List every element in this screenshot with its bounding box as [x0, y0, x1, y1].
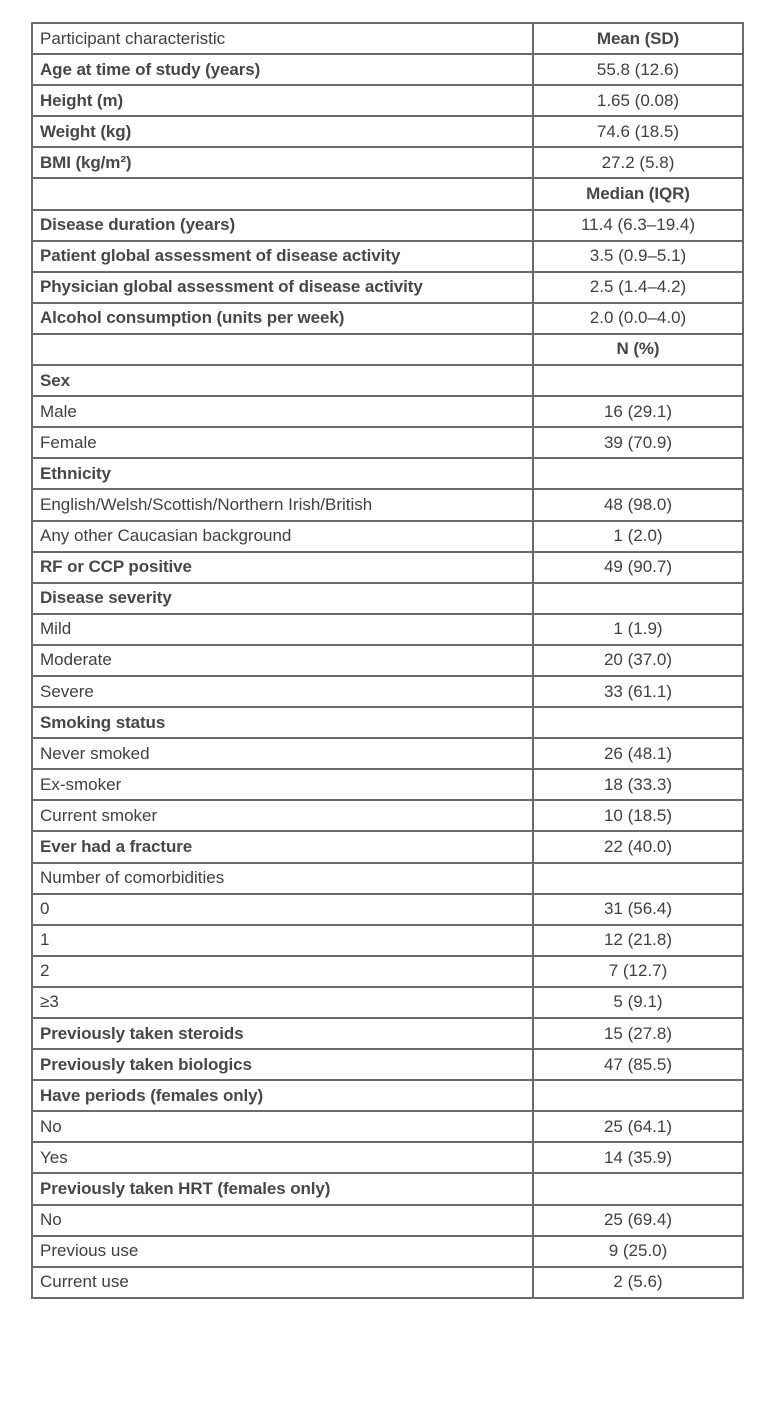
row-value: 2 (5.6) [533, 1267, 743, 1298]
row-label: Previously taken HRT (females only) [32, 1173, 533, 1204]
row-value [533, 365, 743, 396]
table-row [32, 552, 743, 583]
row-value [533, 707, 743, 738]
table-row [32, 241, 743, 272]
row-label: ≥3 [32, 987, 533, 1018]
table-row [32, 831, 743, 862]
table-header-row [32, 23, 743, 54]
row-value: 39 (70.9) [533, 427, 743, 458]
table-row [32, 676, 743, 707]
table-row [32, 583, 743, 614]
header-mean-sd: Mean (SD) [533, 23, 743, 54]
table-row [32, 147, 743, 178]
row-value: 25 (69.4) [533, 1205, 743, 1236]
row-label: Disease duration (years) [32, 210, 533, 241]
row-value: 9 (25.0) [533, 1236, 743, 1267]
row-value: 33 (61.1) [533, 676, 743, 707]
table-row [32, 458, 743, 489]
row-value: 10 (18.5) [533, 800, 743, 831]
row-value [533, 1173, 743, 1204]
row-value: 15 (27.8) [533, 1018, 743, 1049]
row-label [32, 334, 533, 365]
row-value [533, 1080, 743, 1111]
row-label: Age at time of study (years) [32, 54, 533, 85]
row-label: No [32, 1205, 533, 1236]
table-row [32, 1142, 743, 1173]
table-row [32, 987, 743, 1018]
row-label: Previously taken steroids [32, 1018, 533, 1049]
row-value: 26 (48.1) [533, 738, 743, 769]
row-label: 2 [32, 956, 533, 987]
row-value: 20 (37.0) [533, 645, 743, 676]
table-row [32, 396, 743, 427]
row-label: Female [32, 427, 533, 458]
table-row [32, 800, 743, 831]
row-value: 1 (1.9) [533, 614, 743, 645]
row-value: 16 (29.1) [533, 396, 743, 427]
table-row [32, 894, 743, 925]
row-value: 22 (40.0) [533, 831, 743, 862]
row-label: Smoking status [32, 707, 533, 738]
row-value: 55.8 (12.6) [533, 54, 743, 85]
row-label: Number of comorbidities [32, 863, 533, 894]
table-row [32, 1205, 743, 1236]
table-row [32, 303, 743, 334]
row-label: BMI (kg/m²) [32, 147, 533, 178]
header-characteristic: Participant characteristic [32, 23, 533, 54]
table-row [32, 521, 743, 552]
row-label [32, 178, 533, 209]
table-row [32, 1080, 743, 1111]
section-column-header: N (%) [533, 334, 743, 365]
table-row [32, 1173, 743, 1204]
row-value: 14 (35.9) [533, 1142, 743, 1173]
row-label: Patient global assessment of disease activity [32, 241, 533, 272]
row-value: 27.2 (5.8) [533, 147, 743, 178]
row-value [533, 863, 743, 894]
row-value: 1 (2.0) [533, 521, 743, 552]
table-row [32, 645, 743, 676]
table-row [32, 1111, 743, 1142]
table-row [32, 956, 743, 987]
row-label: No [32, 1111, 533, 1142]
row-value: 3.5 (0.9–5.1) [533, 241, 743, 272]
table-row [32, 1236, 743, 1267]
row-value: 1.65 (0.08) [533, 85, 743, 116]
row-label: Sex [32, 365, 533, 396]
row-label: Physician global assessment of disease activity [32, 272, 533, 303]
row-value [533, 458, 743, 489]
row-value: 2.5 (1.4–4.2) [533, 272, 743, 303]
table-row [32, 738, 743, 769]
row-label: Disease severity [32, 583, 533, 614]
table-row [32, 1018, 743, 1049]
row-label: Mild [32, 614, 533, 645]
row-label: Never smoked [32, 738, 533, 769]
table-row [32, 427, 743, 458]
row-label: Current use [32, 1267, 533, 1298]
table-row [32, 116, 743, 147]
table-row [32, 707, 743, 738]
table-body [32, 23, 743, 1298]
table-row [32, 489, 743, 520]
table-row [32, 769, 743, 800]
row-label: Ethnicity [32, 458, 533, 489]
row-value: 25 (64.1) [533, 1111, 743, 1142]
table-row [32, 54, 743, 85]
row-label: Current smoker [32, 800, 533, 831]
row-label: Alcohol consumption (units per week) [32, 303, 533, 334]
row-value: 12 (21.8) [533, 925, 743, 956]
participant-characteristics-table [31, 22, 744, 1299]
row-label: RF or CCP positive [32, 552, 533, 583]
row-label: English/Welsh/Scottish/Northern Irish/British [32, 489, 533, 520]
row-value: 7 (12.7) [533, 956, 743, 987]
row-value: 18 (33.3) [533, 769, 743, 800]
section-column-header: Median (IQR) [533, 178, 743, 209]
table-row [32, 925, 743, 956]
row-label: Moderate [32, 645, 533, 676]
row-label: Ex-smoker [32, 769, 533, 800]
row-label: Male [32, 396, 533, 427]
row-value: 48 (98.0) [533, 489, 743, 520]
row-value: 5 (9.1) [533, 987, 743, 1018]
row-value [533, 583, 743, 614]
row-value: 49 (90.7) [533, 552, 743, 583]
row-label: Previous use [32, 1236, 533, 1267]
table-row [32, 85, 743, 116]
row-label: Have periods (females only) [32, 1080, 533, 1111]
table-row [32, 210, 743, 241]
row-label: 1 [32, 925, 533, 956]
row-value: 11.4 (6.3–19.4) [533, 210, 743, 241]
row-label: Yes [32, 1142, 533, 1173]
table-row [32, 1049, 743, 1080]
row-label: Any other Caucasian background [32, 521, 533, 552]
row-label: 0 [32, 894, 533, 925]
table-row [32, 614, 743, 645]
table-row [32, 365, 743, 396]
row-label: Severe [32, 676, 533, 707]
row-label: Ever had a fracture [32, 831, 533, 862]
row-value: 74.6 (18.5) [533, 116, 743, 147]
table-row [32, 863, 743, 894]
table-row [32, 178, 743, 209]
row-value: 47 (85.5) [533, 1049, 743, 1080]
row-label: Weight (kg) [32, 116, 533, 147]
table-row [32, 272, 743, 303]
table-row [32, 1267, 743, 1298]
row-value: 2.0 (0.0–4.0) [533, 303, 743, 334]
row-label: Previously taken biologics [32, 1049, 533, 1080]
table-row [32, 334, 743, 365]
row-value: 31 (56.4) [533, 894, 743, 925]
row-label: Height (m) [32, 85, 533, 116]
